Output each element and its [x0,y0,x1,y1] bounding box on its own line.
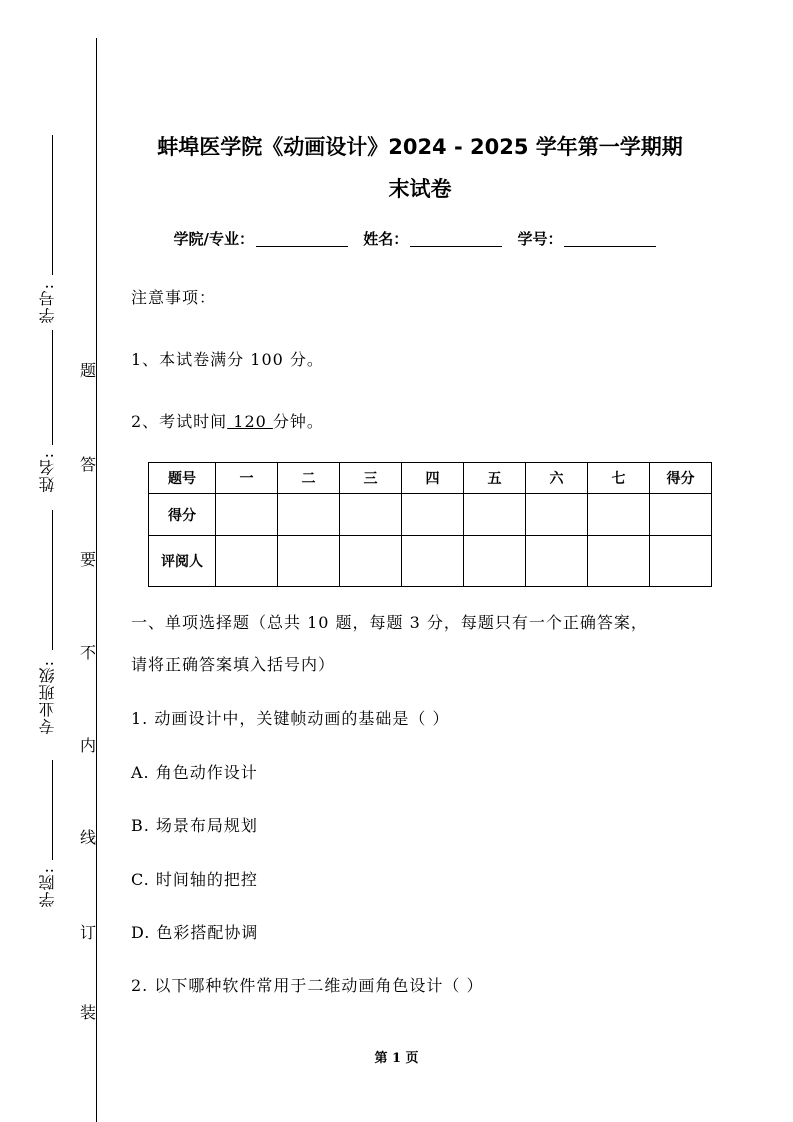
table-cell[interactable] [588,494,650,536]
table-header-cell: 六 [526,463,588,494]
binding-char: 答 [80,455,97,474]
notes-item-1: 1、本试卷满分 100 分。 [131,350,324,369]
table-header-cell: 七 [588,463,650,494]
sidebar-student-id-label: 学号: [38,283,57,324]
sidebar-student-id-blank [52,135,53,275]
question-2: 2. 以下哪种软件常用于二维动画角色设计（ ） [131,976,484,995]
score-table [148,462,712,587]
table-row [149,494,712,536]
section1-heading-line2: 请将正确答案填入括号内） [131,655,336,674]
question-1-option-a[interactable]: A. 角色动作设计 [131,763,258,782]
exam-title-line2: 末试卷 [388,177,452,201]
binding-line [96,38,97,1122]
binding-char: 线 [80,828,97,847]
table-cell[interactable] [278,536,340,587]
sidebar-class-label: 专业班级: [38,660,57,735]
table-cell[interactable] [402,494,464,536]
table-cell[interactable] [650,536,712,587]
college-major-label: 学院/专业： [173,230,254,248]
student-id-blank[interactable] [564,230,656,247]
binding-char: 不 [80,643,97,662]
table-cell[interactable] [278,494,340,536]
binding-char: 要 [80,550,97,569]
question-1-option-b[interactable]: B. 场景布局规划 [131,816,258,835]
sidebar-class-blank [52,510,53,650]
table-cell[interactable] [526,536,588,587]
table-cell[interactable] [526,494,588,536]
table-cell[interactable] [464,536,526,587]
question-1-option-d[interactable]: D. 色彩搭配协调 [131,923,259,942]
table-header-cell: 四 [402,463,464,494]
student-id-label: 学号： [517,230,563,248]
table-header-cell: 三 [340,463,402,494]
binding-char: 题 [80,361,97,380]
exam-title-line1: 蚌埠医学院《动画设计》2024 - 2025 学年第一学期期 [157,135,683,159]
table-header-cell: 得分 [650,463,712,494]
binding-char: 内 [80,736,97,755]
binding-char: 订 [80,923,97,942]
table-row-label: 评阅人 [149,536,216,587]
college-major-blank[interactable] [256,230,348,247]
table-cell[interactable] [216,494,278,536]
page-number: 第 1 页 [374,1051,419,1066]
section1-heading-line1: 一、单项选择题（总共 10 题，每题 3 分，每题只有一个正确答案， [131,613,648,632]
table-cell[interactable] [340,536,402,587]
name-blank[interactable] [410,230,502,247]
table-row [149,463,712,494]
table-cell[interactable] [340,494,402,536]
notes-item-2: 2、考试时间 120 分钟。 [131,412,324,431]
binding-char: 装 [80,1003,97,1022]
name-label: 姓名： [363,230,409,248]
question-1-option-c[interactable]: C. 时间轴的把控 [131,870,258,889]
sidebar-college-blank [52,760,53,860]
sidebar-college-label: 学院: [38,867,57,908]
table-header-cell: 一 [216,463,278,494]
table-header-cell: 题号 [149,463,216,494]
table-cell[interactable] [216,536,278,587]
table-header-cell: 五 [464,463,526,494]
table-cell[interactable] [650,494,712,536]
exam-duration: 120 [227,412,273,431]
table-row-label: 得分 [149,494,216,536]
table-cell[interactable] [464,494,526,536]
question-1: 1. 动画设计中，关键帧动画的基础是（ ） [131,709,450,728]
student-info-row [120,228,720,249]
table-cell[interactable] [588,536,650,587]
sidebar-name-blank [52,330,53,445]
sidebar-name-label: 姓名: [38,452,57,493]
table-header-cell: 二 [278,463,340,494]
notes-heading: 注意事项： [131,288,217,307]
table-row [149,536,712,587]
table-cell[interactable] [402,536,464,587]
